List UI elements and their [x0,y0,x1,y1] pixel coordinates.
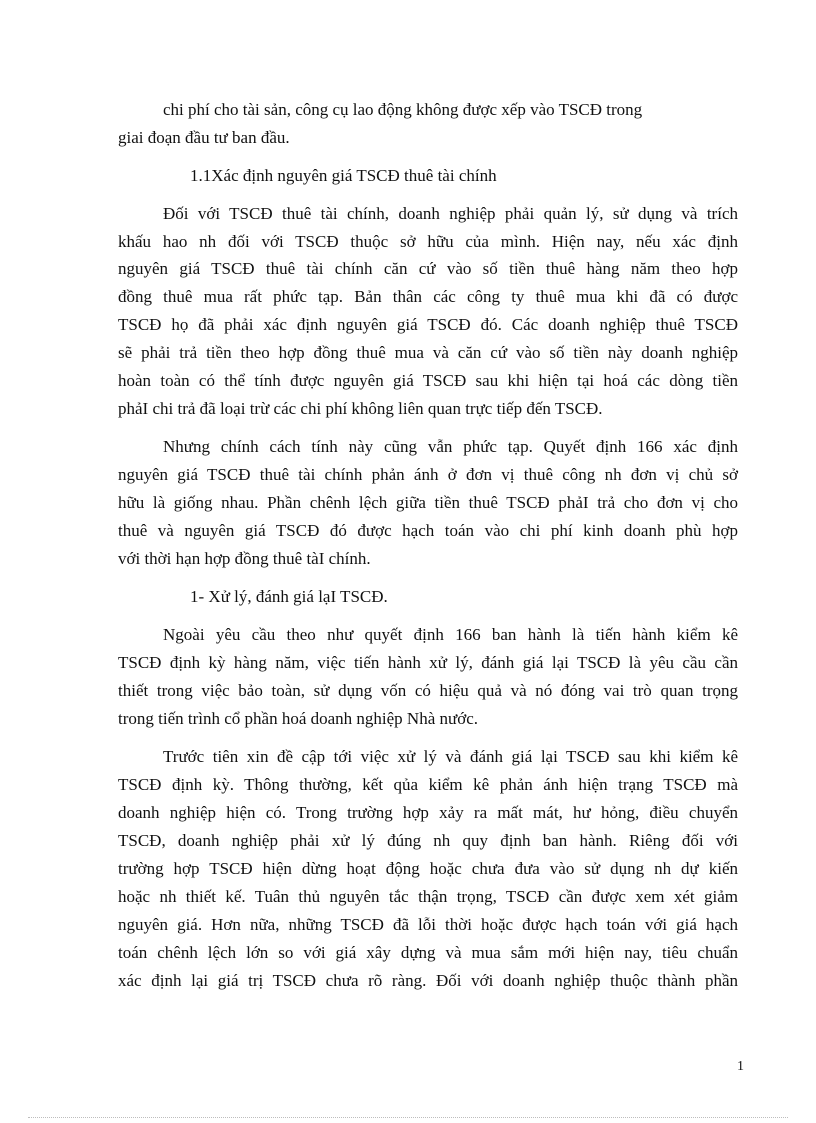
paragraph-5-line-2: TSCĐ định kỳ. Thông thường, kết qủa kiểm kê phản ánh hiện trạng TSCĐ mà [118,775,738,794]
paragraph-5-line-5: trường hợp TSCĐ hiện dừng hoạt động hoặc chưa đưa vào sử dụng nh dự kiến [118,859,738,878]
paragraph-5-line-4: TSCĐ, doanh nghiệp phải xử lý đúng nh quy định ban hành. Riêng đối với [118,831,738,850]
paragraph-3-line-3: hữu là giống nhau. Phần chênh lệch giữa tiền thuê TSCĐ phảI trả cho đơn vị cho [118,493,738,512]
section-heading-1-1: 1.1Xác định nguyên giá TSCĐ thuê tài chính [190,166,497,185]
paragraph-5-line-7: nguyên giá. Hơn nữa, những TSCĐ đã lỗi thời hoặc được hạch toán với giá hạch [118,915,738,934]
paragraph-2-line-3: nguyên giá TSCĐ thuê tài chính căn cứ vào số tiền thuê hàng năm theo hợp [118,259,738,278]
paragraph-2-line-1: Đối với TSCĐ thuê tài chính, doanh nghiệp phải quản lý, sử dụng và trích [163,204,738,223]
paragraph-3-line-4: thuê và nguyên giá TSCĐ đó được hạch toán vào chi phí kinh doanh phù hợp [118,521,738,540]
paragraph-4-line-2: TSCĐ định kỳ hàng năm, việc tiến hành xử lý, đánh giá lại TSCĐ là yêu cầu cần [118,653,738,672]
paragraph-5-line-1: Trước tiên xin đề cập tới việc xử lý và đánh giá lại TSCĐ sau khi kiểm kê [163,747,738,766]
paragraph-2-line-2: khấu hao nh đối với TSCĐ thuộc sở hữu của mình. Hiện nay, nếu xác định [118,232,738,251]
paragraph-2-line-5: TSCĐ họ đã phải xác định nguyên giá TSCĐ đó. Các doanh nghiệp thuê TSCĐ [118,315,738,334]
paragraph-3-line-1: Nhưng chính cách tính này cũng vẫn phức tạp. Quyết định 166 xác định [163,437,738,456]
paragraph-4-line-1: Ngoài yêu cầu theo như quyết định 166 ban hành là tiến hành kiểm kê [163,625,738,644]
paragraph-2-line-7: hoàn toàn có thể tính được nguyên giá TSCĐ sau khi hiện tại hoá các dòng tiền [118,371,738,390]
paragraph-2-line-4: đồng thuê mua rất phức tạp. Bản thân các công ty thuê mua khi đã có được [118,287,738,306]
page-number: 1 [737,1059,744,1074]
page-bottom-divider [28,1117,788,1118]
section-heading-1: 1- Xử lý, đánh giá lạI TSCĐ. [190,587,388,606]
paragraph-3-line-2: nguyên giá TSCĐ thuê tài chính phản ánh ở đơn vị thuê công nh đơn vị chủ sở [118,465,738,484]
paragraph-4-line-3: thiết trong việc bảo toàn, sử dụng vốn có hiệu quả và nó đóng vai trò quan trọng [118,681,738,700]
paragraph-2-line-6: sẽ phải trả tiền theo hợp đồng thuê mua và căn cứ vào số tiền này doanh nghiệp [118,343,738,362]
paragraph-3-line-5: với thời hạn hợp đồng thuê tàI chính. [118,549,371,568]
paragraph-1-line-1: chi phí cho tài sản, công cụ lao động không được xếp vào TSCĐ trong [163,100,643,119]
paragraph-5-line-3: doanh nghiệp hiện có. Trong trường hợp xảy ra mất mát, hư hỏng, điều chuyển [118,803,738,822]
paragraph-4-line-4: trong tiến trình cổ phần hoá doanh nghiệp Nhà nước. [118,709,479,728]
paragraph-5-line-9: xác định lại giá trị TSCĐ chưa rõ ràng. Đối với doanh nghiệp thuộc thành phần [118,971,738,990]
paragraph-5-line-8: toán chênh lệch lớn so với giá xây dựng và mua sắm mới hiện nay, tiêu chuẩn [118,943,738,962]
paragraph-2-line-8: phảI chi trả đã loại trừ các chi phí không liên quan trực tiếp đến TSCĐ. [118,399,603,418]
paragraph-1-line-2: giai đoạn đầu tư ban đầu. [118,128,290,147]
paragraph-5-line-6: hoặc nh thiết kế. Tuân thủ nguyên tắc thận trọng, TSCĐ cần được xem xét giảm [118,887,738,906]
